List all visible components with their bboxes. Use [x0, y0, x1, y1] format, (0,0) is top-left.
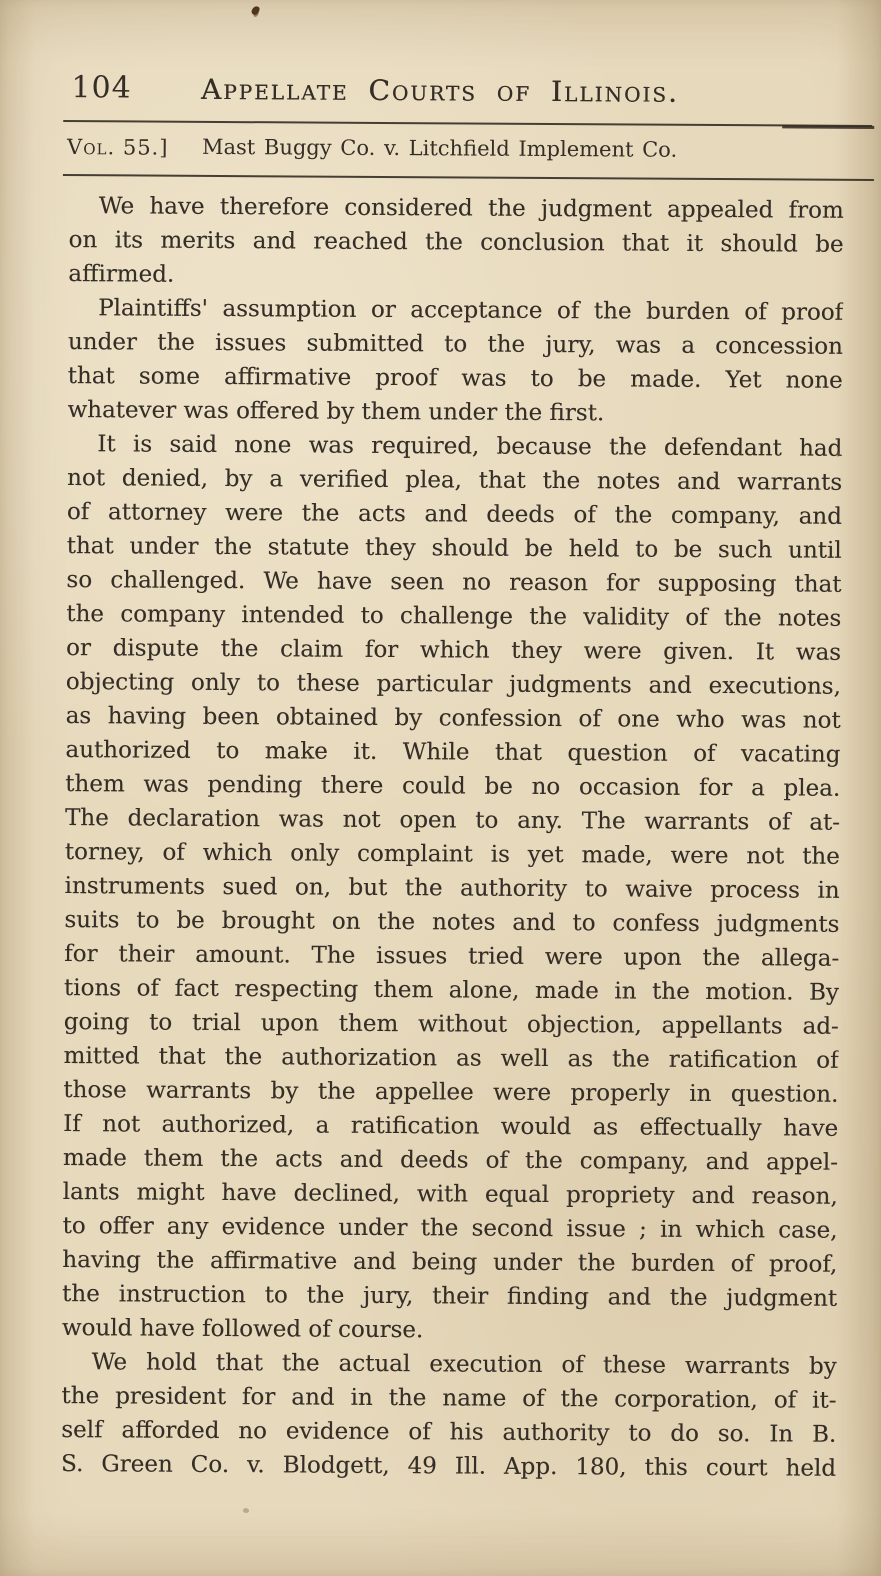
text-line: not denied, by a verified plea, that the notes and warrants [67, 465, 843, 496]
text-line: that some affirmative proof was to be made. Yet none [67, 363, 843, 394]
text-line: or dispute the claim for which they were given. It was [65, 635, 842, 666]
text-line: under the issues submitted to the jury, was a concession [67, 329, 843, 360]
text-line: S. Green Co. v. Blodgett, 49 Ill. App. 180, this court held [60, 1451, 837, 1482]
paragraph [67, 291, 843, 432]
rule-end-dash [782, 125, 874, 129]
case-title: Mast Buggy Co. v. Litchfield Implement Co. [201, 134, 678, 162]
text-line: mitted that the authorization as well as the ratification of [63, 1043, 839, 1074]
text-line: so challenged. We have seen no reason for supposing that [66, 567, 842, 598]
text-line: torney, of which only complaint is yet made, were not the [64, 839, 840, 870]
text-line: those warrants by the appellee were properly in question. [63, 1077, 839, 1108]
text-line: suits to be brought on the notes and to confess judgments [64, 907, 840, 938]
text-line: having the affirmative and being under the burden of proof, [62, 1247, 838, 1278]
running-title: Appellate Courts of Illinois. [200, 72, 680, 109]
text-line: affirmed. [68, 261, 175, 288]
text-line: We hold that the actual execution of these warrants by [91, 1349, 837, 1380]
text-line: the company intended to challenge the validity of the notes [66, 601, 842, 632]
text-line: going to trial upon them without objection, appellants ad- [63, 1009, 839, 1040]
paragraph [68, 189, 844, 296]
text-line: tions of fact respecting them alone, made in the motion. By [63, 975, 840, 1006]
text-line: as having been obtained by confession of one who was not [65, 703, 841, 734]
text-line: The declaration was not open to any. The warrants of at- [64, 805, 841, 836]
text-line: would have followed of course. [61, 1315, 424, 1344]
paragraph [61, 1345, 837, 1486]
text-line: self afforded no evidence of his authority to do so. In B. [61, 1417, 837, 1448]
text-line: them was pending there could be no occasion for a plea. [65, 771, 841, 802]
text-line: the instruction to the jury, their finding and the judgment [62, 1281, 838, 1312]
running-head-row [0, 134, 880, 169]
text-line: It is said none was required, because the defendant had [97, 431, 843, 462]
text-line: objecting only to these particular judgments and executions, [65, 669, 841, 700]
ink-speck [243, 1508, 249, 1513]
text-line: the president for and in the name of the corporation, of it- [61, 1383, 837, 1414]
text-line: authorized to make it. While that question of vacating [65, 737, 841, 768]
text-line: to offer any evidence under the second issue ; in which case, [62, 1213, 838, 1244]
text-line: We have therefore considered the judgment appealed from [98, 193, 844, 224]
header-rule-top [63, 120, 872, 127]
text-line: of attorney were the acts and deeds of the company, and [66, 499, 842, 530]
body-text [0, 189, 880, 1486]
header-rule-bottom [63, 174, 874, 181]
paragraph [62, 427, 843, 1350]
text-line: on its merits and reached the conclusion that it should be [68, 227, 844, 258]
page-number: 104 [71, 70, 132, 106]
text-line: Plaintiffs' assumption or acceptance of the burden of proof [98, 295, 844, 326]
text-line: lants might have declined, with equal propriety and reason, [62, 1179, 838, 1210]
volume-label: Vol. 55.] [67, 135, 169, 160]
text-line: that under the statute they should be held to be such until [66, 533, 842, 564]
text-line: made them the acts and deeds of the company, and appel- [62, 1145, 838, 1176]
text-line: instruments sued on, but the authority to waive process in [64, 873, 840, 904]
text-line: whatever was offered by them under the first. [67, 397, 605, 427]
text-line: If not authorized, a ratification would as effectually have [63, 1111, 839, 1142]
text-line: for their amount. The issues tried were upon the allega- [64, 941, 840, 972]
page-header [0, 0, 881, 113]
